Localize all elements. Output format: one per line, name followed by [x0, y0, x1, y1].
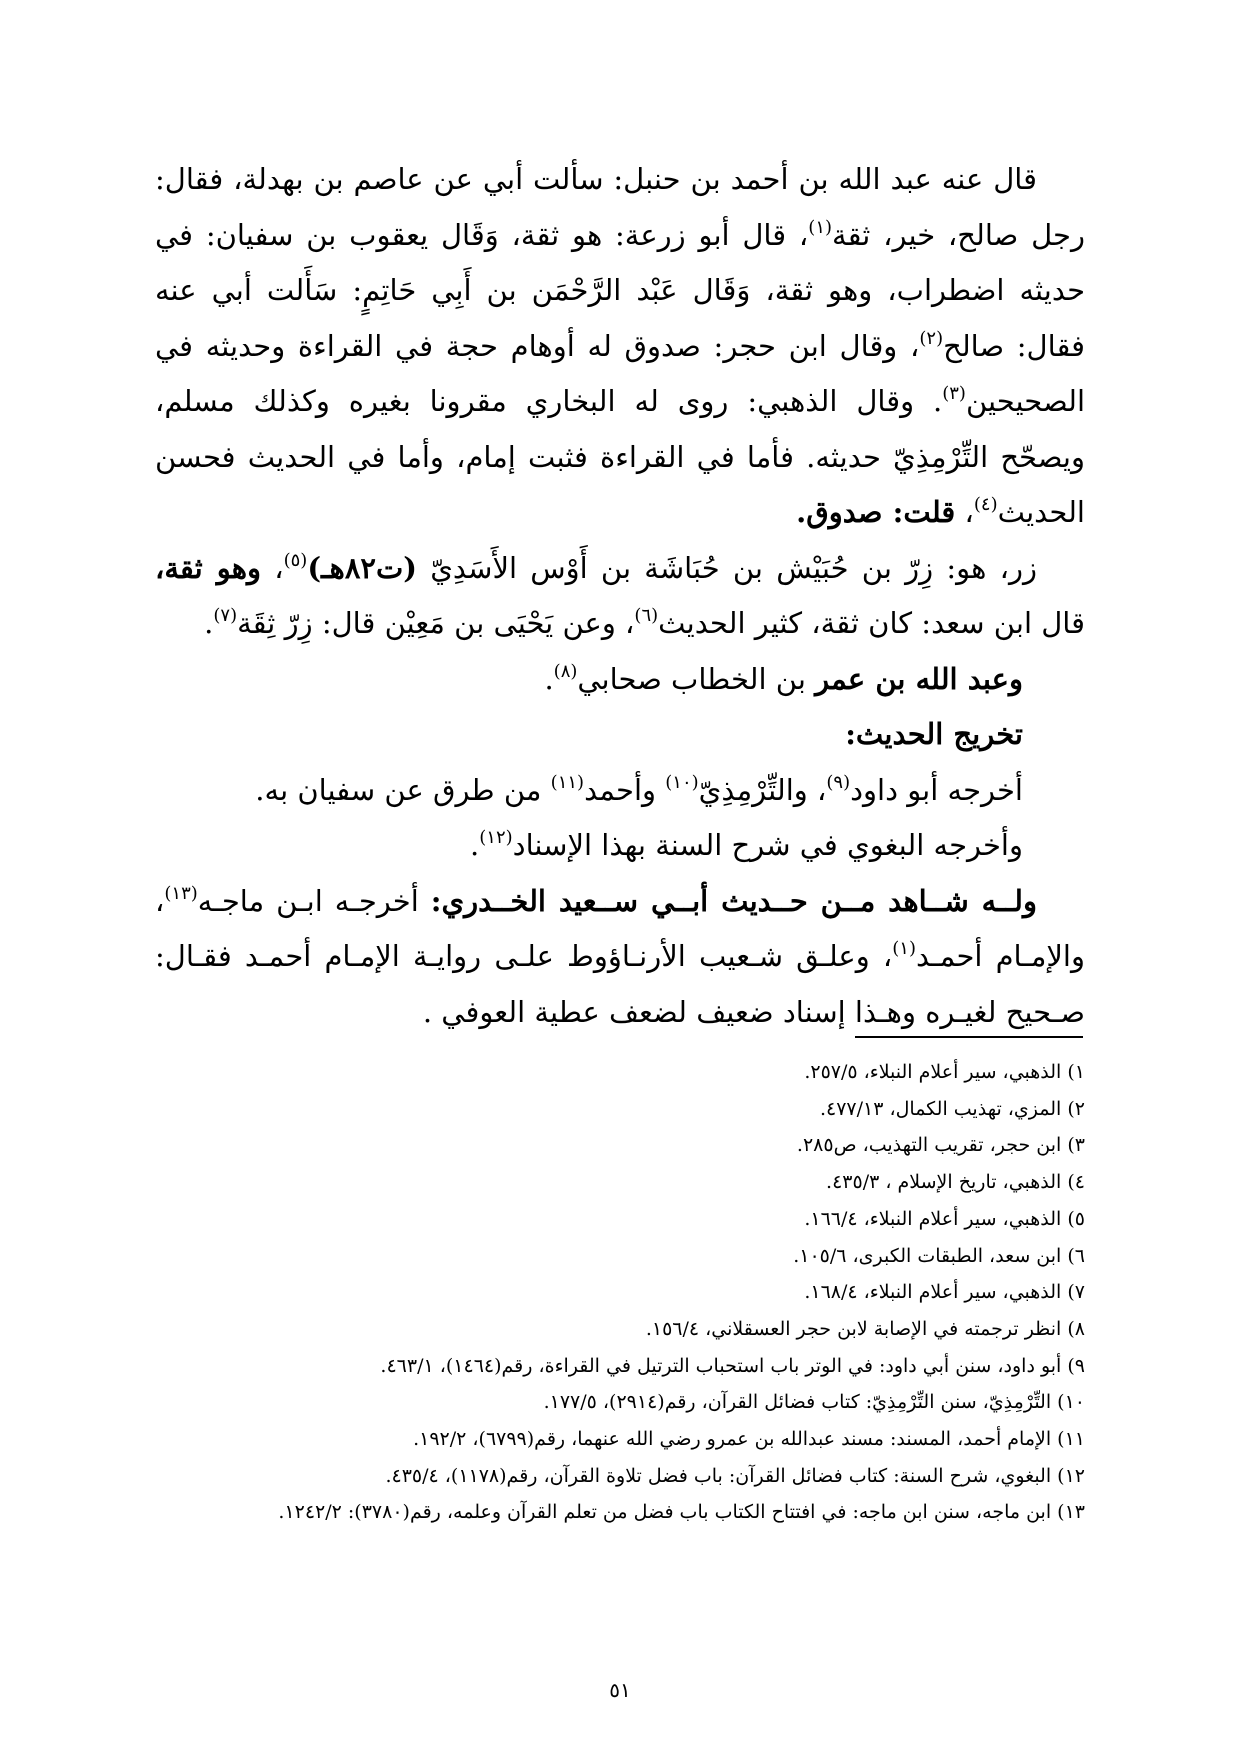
verdict-text: قلت: صدوق.: [796, 495, 956, 529]
footnote-ref[interactable]: (١٣): [164, 882, 198, 904]
footnote: ١١) الإمام أحمد، المسند: مسند عبدالله بن عمرو رضي الله عنهما، رقم(٦٧٩٩)، ١٩٢/٢.: [413, 1428, 1085, 1451]
footnote: ١٣) ابن ماجه، سنن ابن ماجه: في افتتاح الكتاب باب فضل من تعلم القرآن وعلمه، رقم(٣٧٨٠): ١٢٤٢/٢.: [278, 1501, 1085, 1524]
footnote-ref[interactable]: (٤): [973, 494, 998, 515]
footnote: ٢) المزي، تهذيب الكمال، ٤٧٧/١٣.: [819, 1097, 1085, 1120]
footnote-ref[interactable]: (٧): [213, 605, 238, 626]
footnote: ٥) الذهبي، سير أعلام النبلاء، ١٦٦/٤.: [804, 1207, 1085, 1230]
footnote: ٩) أبو داود، سنن أبي داود: في الوتر باب استحباب الترتيل في القراءة، رقم(١٤٦٤)، ٤٦٣/١.: [380, 1354, 1085, 1377]
footnote: ١٢) البغوي، شرح السنة: كتاب فضائل القرآن: باب فضل تلاوة القرآن، رقم(١١٧٨)، ٤٣٥/٤.: [385, 1464, 1085, 1487]
footnote-ref[interactable]: (٦): [634, 605, 659, 626]
footnote-ref[interactable]: (٣): [942, 383, 966, 404]
footnote-ref[interactable]: (٩): [826, 771, 851, 793]
footnote: ٦) ابن سعد، الطبقات الكبرى، ١٠٥/٦.: [793, 1244, 1085, 1267]
footnote: ٨) انظر ترجمته في الإصابة لابن حجر العسقلاني، ١٥٦/٤.: [645, 1317, 1085, 1340]
paragraph-asim-narrator: قال عنه عبد الله بن أحمد بن حنبل: سألت أبي عن عاصم بن بهدلة، فقال: رجل صالح، خير، ثقة$^{(١)}$، قال أبو زرعة: هو ثقة، وَقَال يعقوب بن سفيان: في حديثه اضطراب، وهو ثقة، وَقَال عَبْد الرَّحْمَن بن أَبِي حَاتِمٍ: سَأَلت أبي عنه فقال: صالح$^{(٢)}$، وقال ابن حجر: صدوق له أوهام حجة في القراءة وحديثه في الصحيحين$^{(٣)}$. وقال الذهبي: روى له البخاري مقرونا بغيره وكذلك مسلم، ويصحّح التِّرْمِذِيّ حديثه. فأما في القراءة فثبت إمام، وأما في الحديث فحسن الحديث$^{(٤)}$، قلت: صدوق.: [155, 162, 1085, 529]
footnote: ٧) الذهبي، سير أعلام النبلاء، ١٦٨/٤.: [804, 1281, 1085, 1304]
footnote-ref[interactable]: (١١): [550, 771, 585, 793]
paragraph-zirr-narrator: زر، هو: زِرّ بن حُبَيْش بن حُبَاشَة بن أَوْس الأَسَدِيّ (ت٨٢هـ)$^{(٥)}$، وهو ثقة، قال ابن سعد: كان ثقة، كثير الحديث$^{(٦)}$، وعن يَحْيَى بن مَعِيْن قال: زِرّ ثِقَة$^{(٧)}$.: [155, 549, 1085, 640]
footnote-ref[interactable]: (١٠): [665, 771, 699, 793]
footnote-ref[interactable]: (٥): [283, 549, 308, 571]
footnote: ١) الذهبي، سير أعلام النبلاء، ٢٥٧/٥.: [804, 1061, 1085, 1083]
death-date: (ت٨٢هـ): [307, 550, 418, 585]
footnote-separator: [855, 1036, 1083, 1038]
footnote-ref[interactable]: (١): [892, 938, 916, 959]
paragraph-shahid: ولــه شــاهد مــن حــديث أبــي ســعيد الخــدري: أخرجـه ابـن ماجـه$^{(١٣)}$، والإمـام أحمـد$^{(١)}$، وعلـق شـعيب الأرنـاؤوط علـى روايـة الإمـام أحمـد فقـال: صـحيح لغيـره وهـذا إسناد ضعيف لضعف عطية العوفي .: [155, 882, 1085, 1029]
footnote-ref[interactable]: (١٢): [479, 827, 513, 848]
footnote-ref[interactable]: (٨): [553, 660, 578, 682]
verdict-text: وهو ثقة،: [155, 550, 262, 585]
section-heading: تخريج الحديث:: [845, 717, 1023, 751]
shahid-label: ولــه شــاهد مــن حــديث أبــي ســعيد الخــدري:: [430, 883, 1037, 918]
paragraph-takhrij-2: وأخرجه البغوي في شرح السنة بهذا الإسناد$^{(١٢)}$.: [470, 827, 1023, 862]
footnotes: [85, 1054, 1085, 1531]
narrator-name: وعبد الله بن عمر: [815, 661, 1023, 696]
footnote: ٤) الذهبي، تاريخ الإسلام ، ٤٣٥/٣.: [826, 1171, 1085, 1194]
footnote-ref[interactable]: (٢): [919, 327, 944, 349]
footnote-ref[interactable]: (١): [808, 216, 833, 238]
paragraph-ibn-umar: وعبد الله بن عمر بن الخطاب صحابي$^{(٨)}$.: [544, 660, 1023, 696]
footnote: ١٠) التِّرْمِذِيّ، سنن التِّرْمِذِيّ: كتاب فضائل القرآن، رقم(٢٩١٤)، ١٧٧/٥.: [543, 1391, 1085, 1414]
footnote: ٣) ابن حجر، تقريب التهذيب، ص٢٨٥.: [796, 1134, 1085, 1157]
main-text: [155, 152, 1085, 1040]
paragraph-takhrij-1: أخرجه أبو داود$^{(٩)}$، والتِّرْمِذِيّ$^{(١٠)}$ وأحمد$^{(١١)}$ من طرق عن سفيان به.: [255, 771, 1023, 807]
page-number: ٥١: [609, 1678, 631, 1702]
